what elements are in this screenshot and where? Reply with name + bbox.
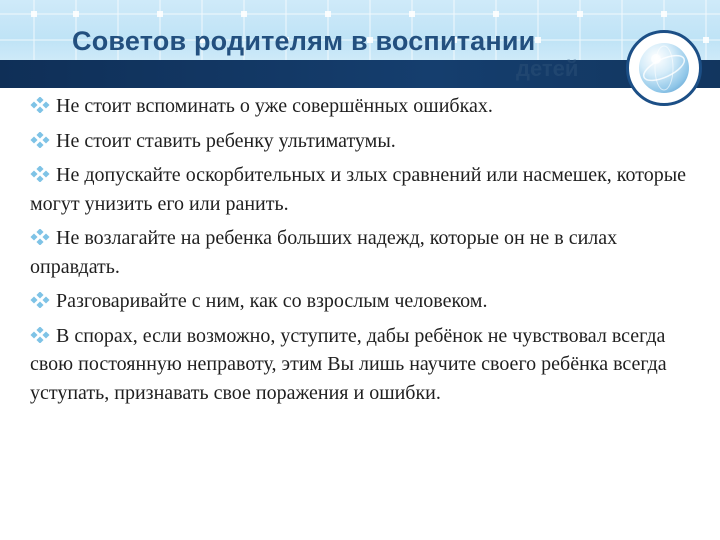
diamond-bullet-icon bbox=[30, 97, 50, 113]
list-item-text: Разговаривайте с ним, как со взрослым человеком. bbox=[56, 290, 488, 312]
list-item-text: В спорах, если возможно, уступите, дабы ребёнок не чувствовал всегда свою постоянную неправоту, этим Вы лишь научите своего ребёнка всегда уступать, признавать свое поражения и ошибки. bbox=[30, 324, 667, 404]
tips-list bbox=[30, 92, 690, 413]
title-overflow: детей bbox=[516, 56, 579, 81]
title-band bbox=[0, 60, 720, 88]
diamond-bullet-icon bbox=[30, 132, 50, 148]
diamond-bullet-icon bbox=[30, 166, 50, 182]
list-item-text: Не стоит ставить ребенку ультиматумы. bbox=[56, 129, 396, 152]
list-item bbox=[30, 287, 690, 316]
diamond-bullet-icon bbox=[30, 229, 50, 245]
diamond-bullet-icon bbox=[30, 292, 50, 308]
list-item bbox=[30, 161, 690, 218]
list-item-text: Не возлагайте на ребенка больших надежд, которые он не в силах оправдать. bbox=[30, 227, 618, 278]
diamond-bullet-icon bbox=[30, 327, 50, 343]
list-item bbox=[30, 224, 690, 281]
list-item-text: Не допускайте оскорбительных и злых сравнений или насмешек, которые могут унизить его или ранить. bbox=[30, 164, 687, 215]
slide-header bbox=[0, 0, 720, 88]
slide-title: Советов родителям в воспитании bbox=[72, 26, 536, 56]
list-item bbox=[30, 127, 690, 156]
list-item-text: Не стоит вспоминать о уже совершённых ошибках. bbox=[56, 95, 493, 117]
list-item bbox=[30, 322, 690, 408]
list-item bbox=[30, 92, 690, 121]
